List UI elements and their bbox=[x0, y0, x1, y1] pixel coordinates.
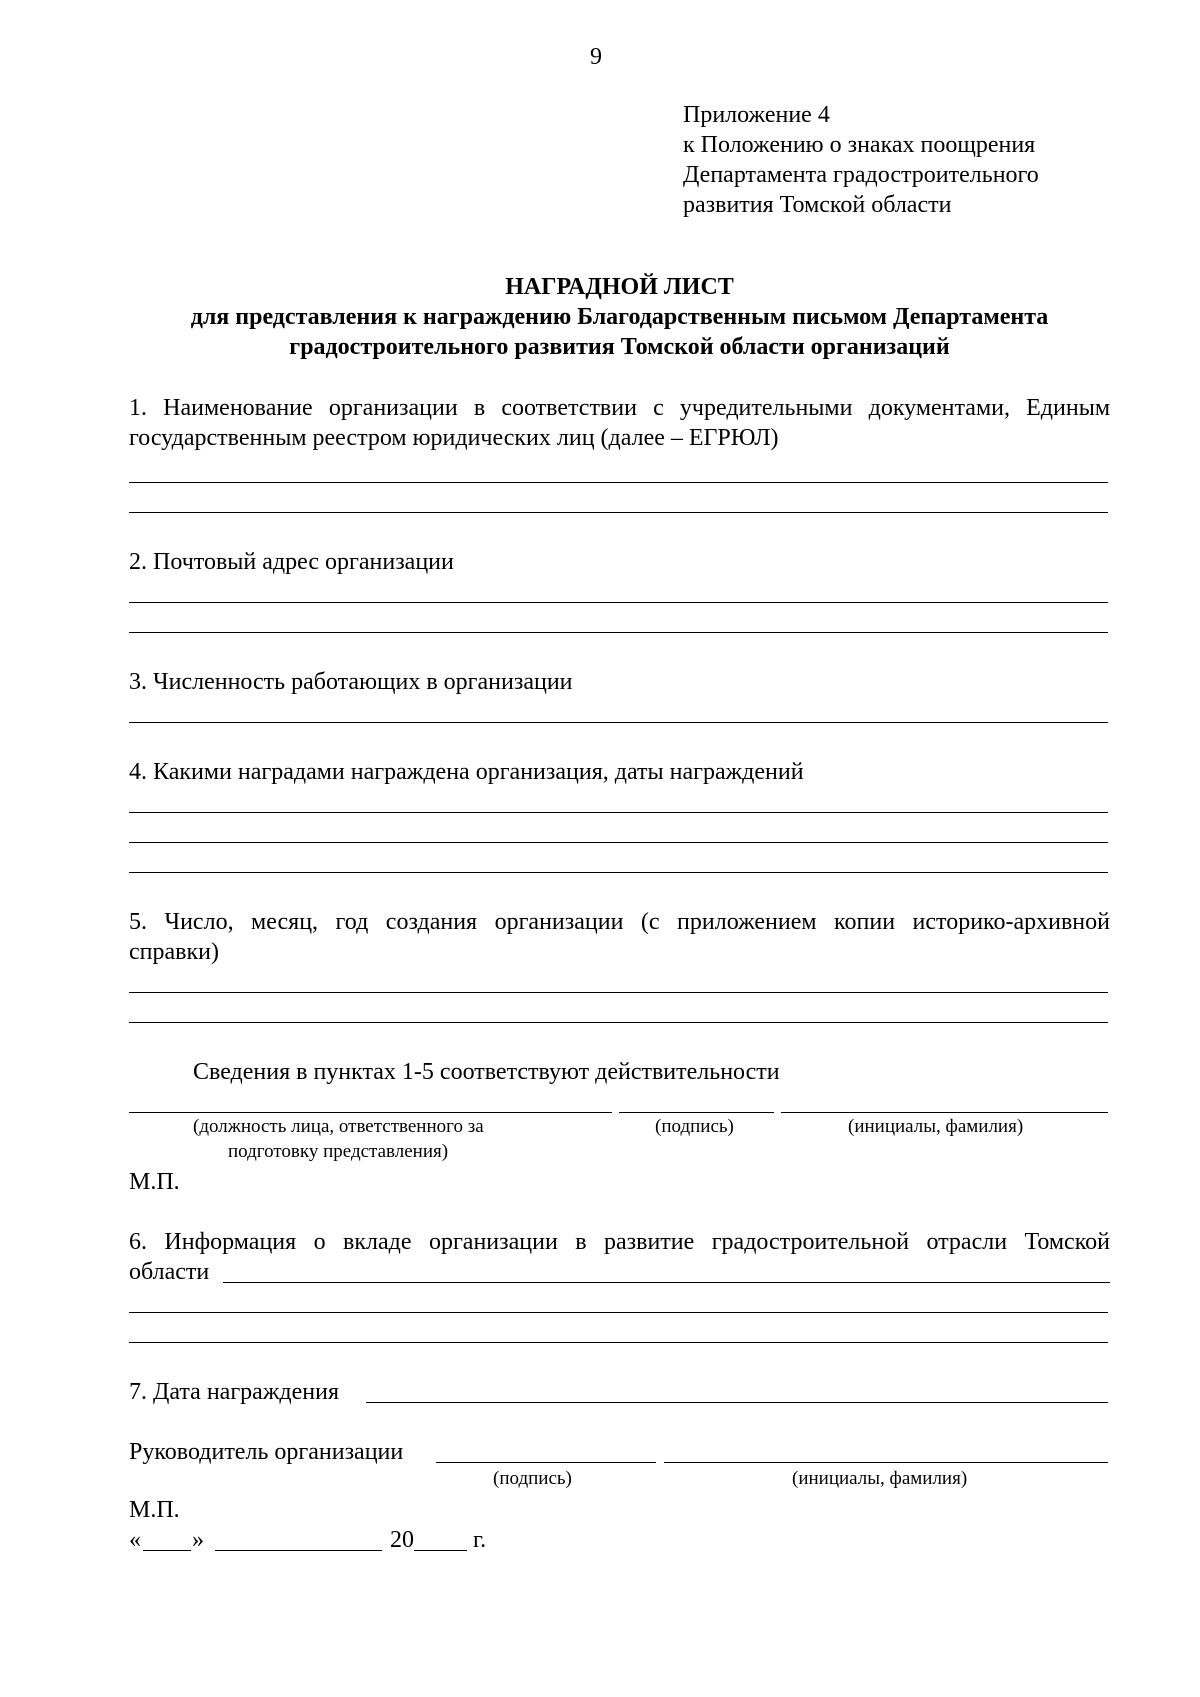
title-main: НАГРАДНОЙ ЛИСТ bbox=[505, 274, 734, 300]
item-7-text: 7. Дата награждения bbox=[129, 1379, 339, 1405]
item-2-text: 2. Почтовый адрес организации bbox=[129, 549, 454, 575]
item-4-field-line[interactable] bbox=[129, 812, 1108, 813]
date-year-field[interactable] bbox=[414, 1550, 467, 1551]
head-caption-signature: (подпись) bbox=[493, 1468, 572, 1489]
item-3-field-line[interactable] bbox=[129, 722, 1108, 723]
date-day-field[interactable] bbox=[143, 1550, 191, 1551]
appendix-line-1: Приложение 4 bbox=[683, 102, 830, 128]
date-close-quote: » bbox=[192, 1527, 204, 1553]
responsible-position-line[interactable] bbox=[129, 1112, 612, 1113]
appendix-line-2: к Положению о знаках поощрения bbox=[683, 132, 1036, 158]
item-5-text-line-1: 5. Число, месяц, год создания организации (с приложением копии историко-архивной bbox=[129, 909, 1110, 935]
item-7-field-line[interactable] bbox=[366, 1402, 1108, 1403]
item-6-text-line-2: области bbox=[129, 1259, 210, 1285]
item-1-field-line[interactable] bbox=[129, 482, 1108, 483]
item-1-field-line[interactable] bbox=[129, 512, 1108, 513]
item-2-field-line[interactable] bbox=[129, 602, 1108, 603]
responsible-signature-line[interactable] bbox=[619, 1112, 774, 1113]
appendix-line-4: развития Томской области bbox=[683, 192, 952, 218]
item-4-field-line[interactable] bbox=[129, 872, 1108, 873]
head-name-line[interactable] bbox=[664, 1462, 1108, 1463]
item-3-text: 3. Численность работающих в организации bbox=[129, 669, 573, 695]
item-1-text-line-1: 1. Наименование организации в соответствии с учредительными документами, Единым bbox=[129, 395, 1110, 421]
item-5-field-line[interactable] bbox=[129, 992, 1108, 993]
item-4-field-line[interactable] bbox=[129, 842, 1108, 843]
head-signature-line[interactable] bbox=[436, 1462, 656, 1463]
stamp-label: М.П. bbox=[129, 1169, 180, 1195]
item-6-field-line[interactable] bbox=[129, 1312, 1108, 1313]
caption-position-line-2: подготовку представления) bbox=[228, 1141, 449, 1162]
title-sub-1: для представления к награждению Благодарственным письмом Департамента bbox=[190, 304, 1049, 330]
title-sub-2: градостроительного развития Томской области организаций bbox=[289, 334, 950, 360]
item-5-text-line-2: справки) bbox=[129, 939, 219, 965]
appendix-line-3: Департамента градостроительного bbox=[683, 162, 1039, 188]
head-stamp-label: М.П. bbox=[129, 1497, 180, 1523]
date-year-prefix: 20 bbox=[390, 1527, 414, 1553]
date-year-suffix: г. bbox=[473, 1527, 487, 1553]
head-caption-name: (инициалы, фамилия) bbox=[792, 1468, 968, 1489]
responsible-name-line[interactable] bbox=[781, 1112, 1108, 1113]
caption-signature: (подпись) bbox=[655, 1116, 734, 1137]
caption-name: (инициалы, фамилия) bbox=[848, 1116, 1024, 1137]
item-5-field-line[interactable] bbox=[129, 1022, 1108, 1023]
item-6-field-line[interactable] bbox=[223, 1282, 1110, 1283]
date-open-quote: « bbox=[129, 1527, 141, 1553]
date-month-field[interactable] bbox=[215, 1550, 382, 1551]
page-number: 9 bbox=[590, 44, 602, 70]
caption-position-line-1: (должность лица, ответственного за bbox=[193, 1116, 484, 1137]
head-label: Руководитель организации bbox=[129, 1439, 404, 1465]
item-1-text-line-2: государственным реестром юридических лиц (далее – ЕГРЮЛ) bbox=[129, 425, 779, 451]
item-6-field-line[interactable] bbox=[129, 1342, 1108, 1343]
item-6-text-line-1: 6. Информация о вкладе организации в развитие градостроительной отрасли Томской bbox=[129, 1229, 1110, 1255]
item-2-field-line[interactable] bbox=[129, 632, 1108, 633]
item-4-text: 4. Какими наградами награждена организация, даты награждений bbox=[129, 759, 804, 785]
certification-statement: Сведения в пунктах 1-5 соответствуют действительности bbox=[193, 1059, 780, 1085]
